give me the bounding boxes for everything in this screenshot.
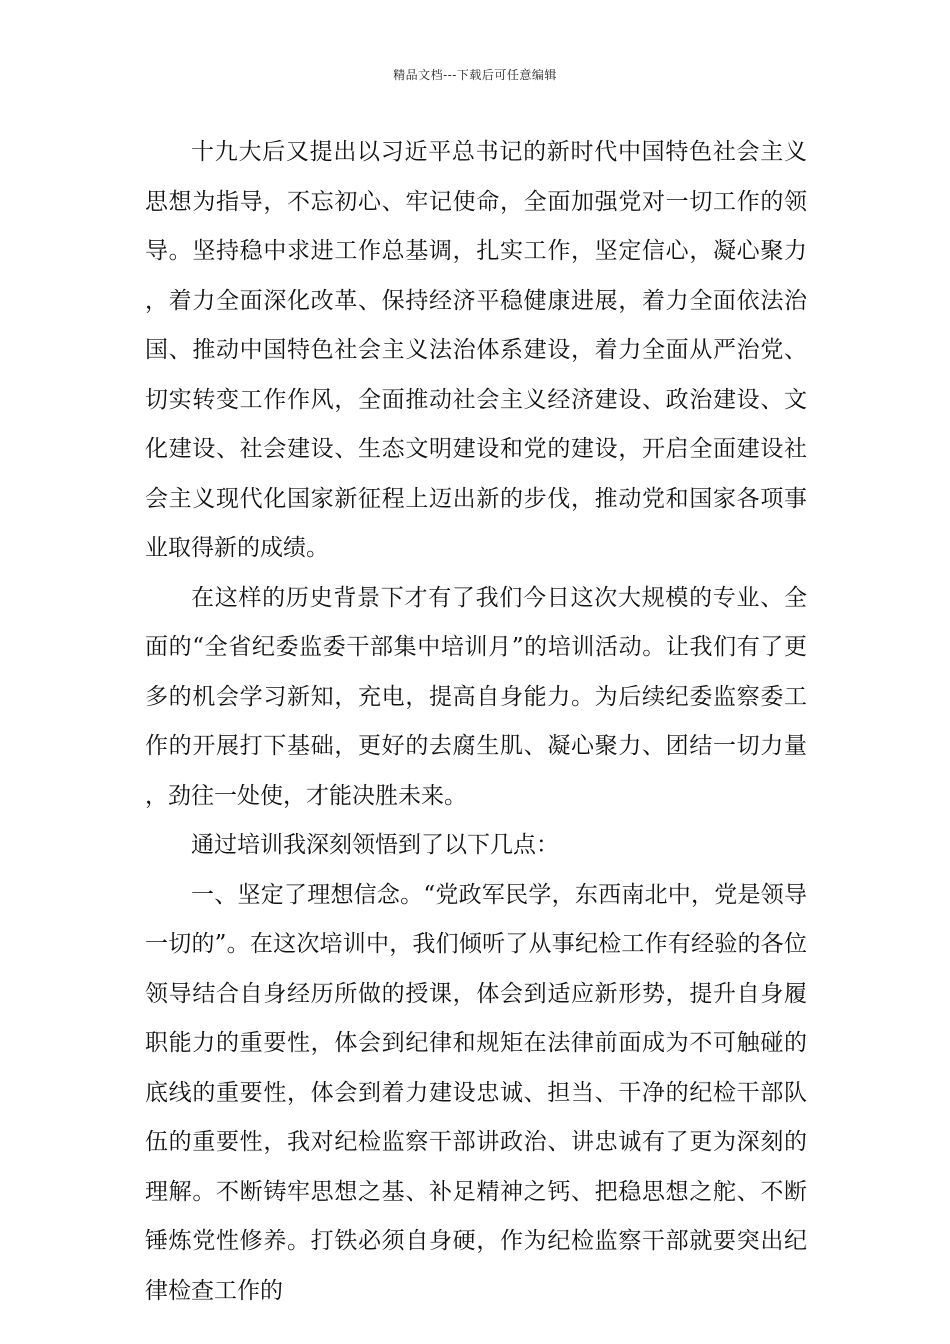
- paragraph-1: 十九大后又提出以习近平总书记的新时代中国特色社会主义思想为指导，不忘初心、牢记使命，全面加强党对一切工作的领导。坚持稳中求进工作总基调，扎实工作，坚定信心，凝心聚力，着力全面深化改革、保持经济平稳健康进展，着力全面依法治国、推动中国特色社会主义法治体系建设，着力全面从严治党、切实转变工作作风，全面推动社会主义经济建设、政治建设、文化建设、社会建设、生态文明建设和党的建设，开启全面建设社会主义现代化国家新征程上迈出新的步伐，推动党和国家各项事业取得新的成绩。: [145, 139, 807, 561]
- page-header: 精品文档---下载后可任意编辑: [393, 68, 557, 82]
- document-body: [145, 128, 807, 1316]
- paragraph-2: 在这样的历史背景下才有了我们今日这次大规模的专业、全面的“全省纪委监委干部集中培训月”的培训活动。让我们有了更多的机会学习新知，充电，提高自身能力。为后续纪委监察委工作的开展打下基础，更好的去腐生肌、凝心聚力、团结一切力量，劲往一处使，才能决胜未来。: [145, 584, 807, 809]
- paragraph-4: 一、坚定了理想信念。“党政军民学，东西南北中，党是领导一切的”。在这次培训中，我们倾听了从事纪检工作有经验的各位领导结合自身经历所做的授课，体会到适应新形势，提升自身履职能力的重要性，体会到纪律和规矩在法律前面成为不可触碰的底线的重要性，体会到着力建设忠诚、担当、干净的纪检干部队伍的重要性，我对纪检监察干部讲政治、讲忠诚有了更为深刻的理解。不断铸牢思想之基、补足精神之钙、把稳思想之舵、不断锤炼党性修养。打铁必须自身硬，作为纪检监察干部就要突出纪律检查工作的: [145, 881, 807, 1304]
- paragraph-3: 通过培训我深刻领悟到了以下几点：: [191, 832, 559, 858]
